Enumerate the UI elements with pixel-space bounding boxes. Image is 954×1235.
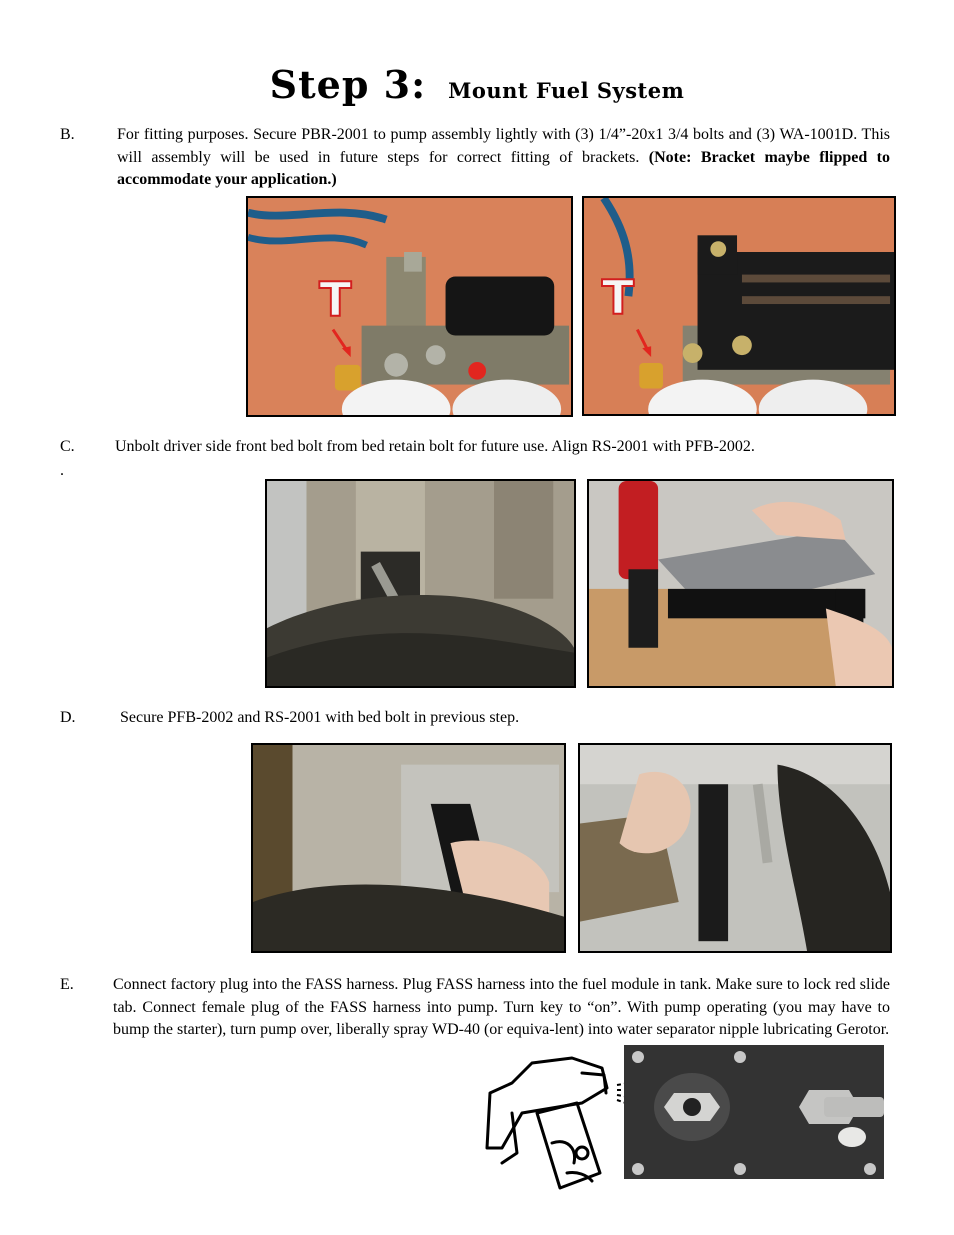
- step-title: Mount Fuel System: [448, 78, 685, 103]
- t-mark-left: T: [319, 272, 352, 328]
- pump-assembly-photo: [246, 196, 573, 417]
- align-bracket-photo: [587, 479, 894, 688]
- spray-can-illustration: [482, 1053, 632, 1193]
- step-b-letter: B.: [60, 126, 75, 143]
- step-d-text: Secure PFB-2002 and RS-2001 with bed bolt in previous step.: [120, 709, 520, 726]
- secure-bracket-photo-1: [251, 743, 566, 953]
- step-d-letter: D.: [60, 709, 76, 726]
- step-b-note: (Note: Bracket maybe flipped to accommodate your application.): [117, 148, 891, 188]
- page-title: [0, 62, 954, 107]
- step-b-text: [117, 124, 890, 192]
- step-b-body: For fitting purposes. Secure PBR-2001 to pump assembly lightly with (3) 1/4”-20x1 3/4 bolts and (3) WA-1001D. This will assembly will be used in future steps for correct fitting of brackets.: [117, 126, 890, 166]
- secure-bracket-photo-2: [578, 743, 892, 953]
- step-c-text: Unbolt driver side front bed bolt from bed retain bolt for future use. Align RS-2001 with PFB-2002.: [115, 438, 755, 455]
- step-e-letter: E.: [60, 976, 74, 993]
- step-c-letter: C.: [60, 438, 75, 455]
- step-e-text: Connect factory plug into the FASS harness. Plug FASS harness into the fuel module in tank. Make sure to lock red slide tab. Connect female plug of the FASS harness into pump. Turn key to “on”. With pump operating (you may have to bump the starter), turn pump over, liberally spray WD-40 (or equiva-lent) into water separator nipple lubricating Gerotor.: [113, 976, 890, 1038]
- water-separator-photo: [624, 1045, 884, 1179]
- step-number: Step 3:: [269, 62, 427, 107]
- bed-bolt-photo: [265, 479, 576, 688]
- t-mark-right: T: [601, 270, 635, 326]
- bracket-mounted-photo: [582, 196, 896, 416]
- step-c-stray-period: .: [60, 462, 64, 479]
